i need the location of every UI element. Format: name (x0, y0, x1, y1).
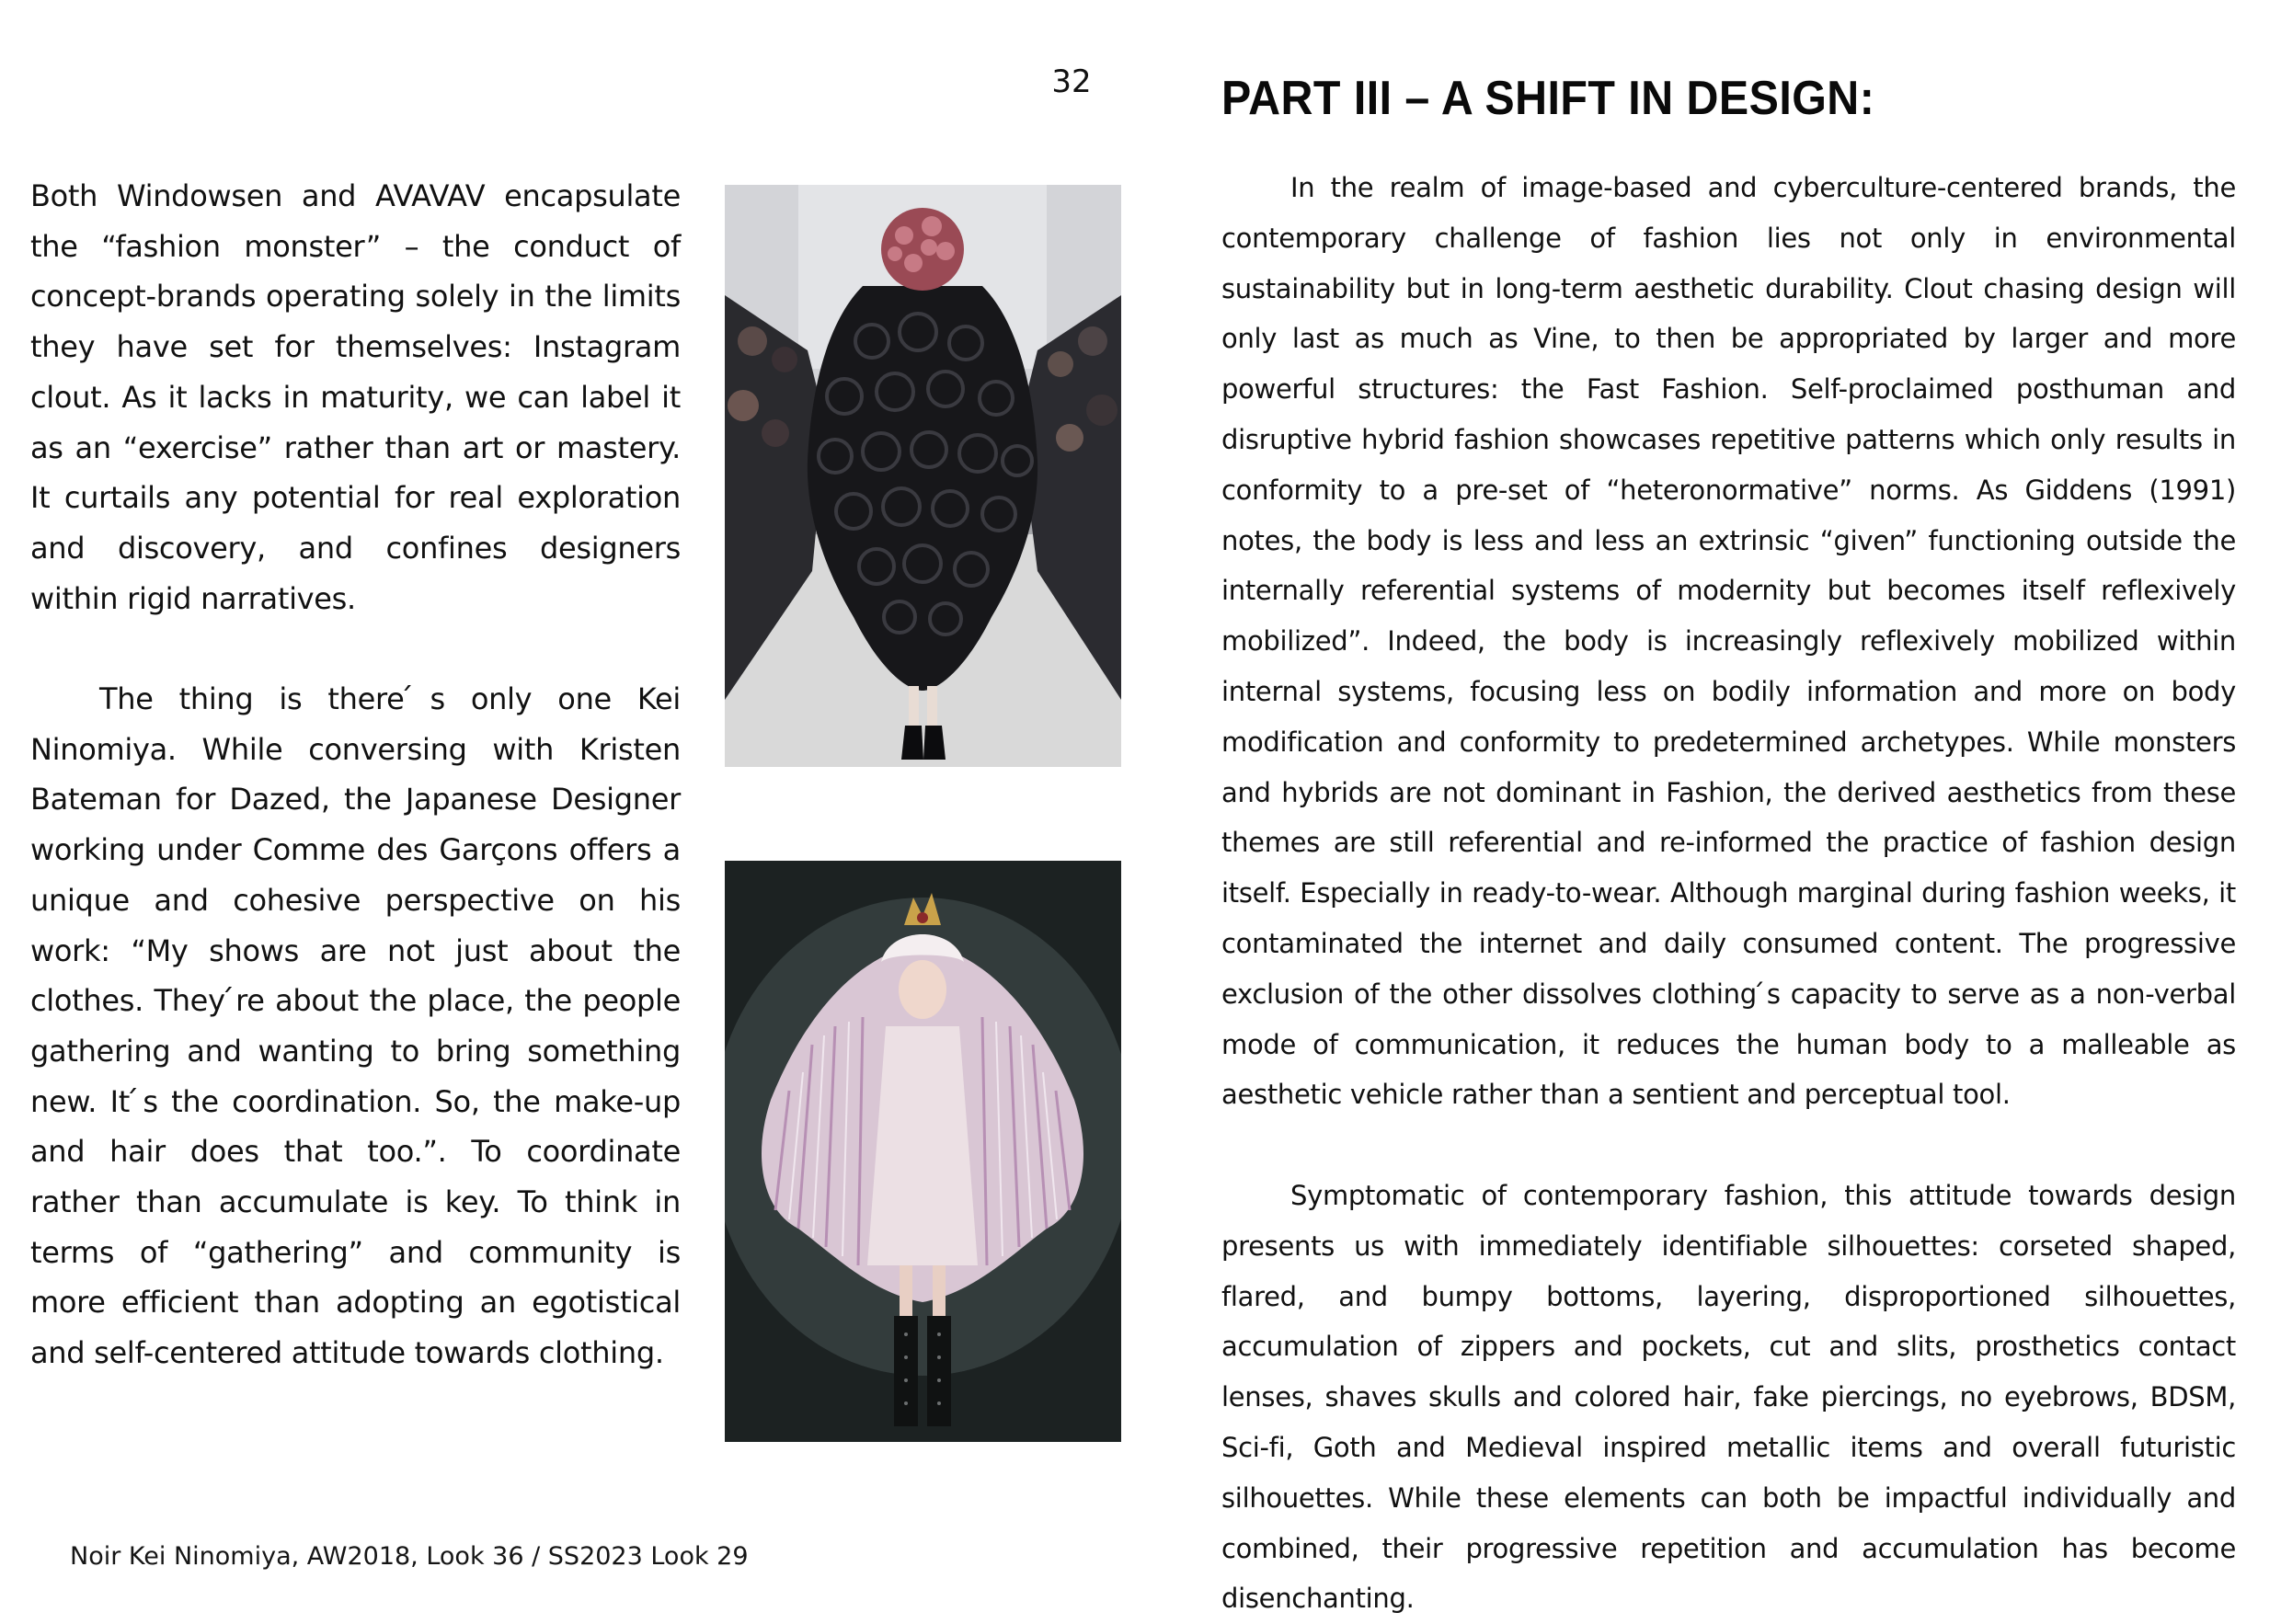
left-text-column (30, 171, 681, 1378)
page-number: 32 (1051, 63, 1092, 100)
runway-photo-top-illustration (725, 185, 1121, 767)
left-paragraph-2: The thing is there ́s only one Kei Ninomiya. While conversing with Kristen Bateman for Dazed, the Japanese Designer working under Comme des Garçons offers a unique and cohesive perspective on his work: “My shows are not just about the clothes. They ́re about the place, the people gathering and wanting to bring something new. It ́s the coordination. So, the make-up and hair does that too.”. To coordinate rather than accumulate is key. To think in terms of “gathering” and community is more efficient than adopting an egotistical and self-centered attitude towards clothing. (30, 681, 681, 1371)
right-text-column (1221, 163, 2236, 1624)
right-paragraph-2: Symptomatic of contemporary fashion, this attitude towards design presents us with immediately identifiable silhouettes: corseted shaped, flared, and bumpy bottoms, layering, disproportioned silhouettes, accumulation of zippers and pockets, cut and slits, prosthetics contact lenses, shaves skulls and colored hair, fake piercings, no eyebrows, BDSM, Sci-fi, Goth and Medieval inspired metallic items and overall futuristic silhouettes. While these elements can both be impactful individually and combined, their progressive repetition and accumulation has become disenchanting. (1221, 1179, 2236, 1615)
runway-photo-top (725, 185, 1121, 767)
runway-photo-bottom-illustration (725, 861, 1121, 1442)
runway-photo-bottom (725, 861, 1121, 1442)
image-caption: Noir Kei Ninomiya, AW2018, Look 36 / SS2023 Look 29 (70, 1542, 749, 1571)
left-paragraph-1: Both Windowsen and AVAVAV encapsulate the “fashion monster” – the conduct of concept-brands operating solely in the limits they have set for themselves: Instagram clout. As it lacks in maturity, we can label it as an “exercise” rather than art or mastery. It curtails any potential for real exploration and discovery, and confines designers within rigid narratives. (30, 178, 681, 616)
right-paragraph-1: In the realm of image-based and cyberculture-centered brands, the contemporary challenge of fashion lies not only in environmental sustainability but in long-term aesthetic durability. Clout chasing design will only last as much as Vine, to then be appropriated by larger and more powerful structures: the Fast Fashion. Self-proclaimed posthuman and disruptive hybrid fashion showcases repetitive patterns which only results in conformity to a pre-set of “heteronormative” norms. As Giddens (1991) notes, the body is less and less an extrinsic “given” functioning outside the internally referential systems of modernity but becomes itself reflexively mobilized”. Indeed, the body is increasingly reflexively mobilized within internal systems, focusing less on bodily information and more on body modification and conformity to predetermined archetypes. While monsters and hybrids are not dominant in Fashion, the derived aesthetics from these themes are still referential and re-informed the practice of fashion design itself. Especially in ready-to-wear. Although marginal during fashion weeks, it contaminated the internet and daily consumed content. The progressive exclusion of the other dissolves clothing ́s capacity to serve as a non-verbal mode of communication, it reduces the human body to a malleable as aesthetic vehicle rather than a sentient and perceptual tool. (1221, 172, 2236, 1111)
section-heading: PART III – A SHIFT IN DESIGN: (1221, 72, 1875, 125)
